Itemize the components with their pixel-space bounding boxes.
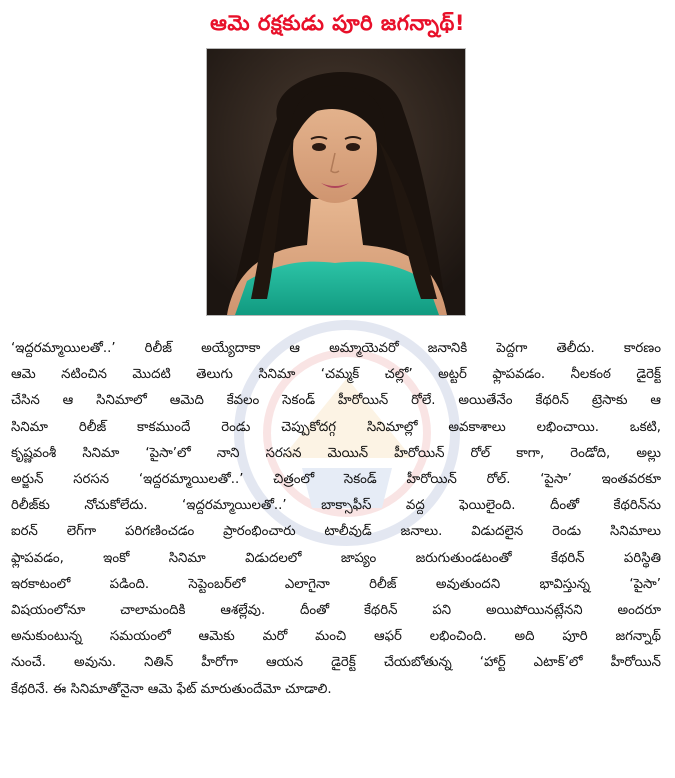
article-line: ఇరకాటంలో పడింది. సెప్టెంబర్‌లో ఎలాగైనా రిలీజ్ అవుతుందని భావిస్తున్న ‘పైసా’ (11, 576, 661, 592)
article-photo (206, 48, 466, 316)
article-body (11, 336, 661, 703)
article-line: ఆమె నటించిన మొదటి తెలుగు సినిమా ‘చమ్మక్ చల్లో’ అట్టర్ ఫ్లాపవడం. నీలకంఠ డైరెక్ట్ (11, 367, 661, 383)
article-line: అనుకుంటున్న సమయంలో ఆమెకు మరో మంచి ఆఫర్ లభించింది. అది పూరి జగన్నాథ్ (11, 629, 661, 645)
article-line: విషయంలోనూ చాలామందికి ఆశల్లేవు. దీంతో కేథరిన్ పని అయిపోయినట్లేనని అందరూ (11, 603, 661, 619)
article-headline: ఆమె రక్షకుడు పూరి జగన్నాథ్! (210, 11, 465, 35)
portrait-photo-icon (207, 49, 465, 315)
article-line: చేసిన ఆ సినిమాలో ఆమెది కేవలం సెకండ్ హీరోయిన్ రోలే. అయితేనేం కేథరిన్ ట్రెసాకు ఆ (11, 393, 661, 409)
article-line: ‘ఇద్దరమ్మాయిలతో..’ రిలీజ్ అయ్యేదాకా ఆ అమ్మాయెవరో జనానికి పెద్దగా తెలీదు. కారణం (11, 341, 661, 356)
article-line: ఐరన్ లెగ్‌గా పరిగణించడం ప్రారంభించారు టాలీవుడ్ జనాలు. విడుదలైన రెండు సినిమాలు (11, 524, 661, 540)
article-line: కృష్ణవంశీ సినిమా ‘పైసా’లో నాని సరసన మెయిన్ హీరోయిన్ రోల్ కాగా, రెండోది, అల్లు (11, 445, 661, 461)
article-line: సినిమా రిలీజ్ కాకముందే రెండు చెప్పుకోదగ్గ సినిమాల్లో అవకాశాలు లభించాయి. ఒకటి, (11, 419, 661, 435)
article-line: ఫ్లాపవడం, ఇంకో సినిమా విడుదలలో జాప్యం జరుగుతుండటంతో కేథరిన్ పరిస్థితి (11, 550, 661, 566)
article-line: నుంచే. అవును. నితిన్ హీరోగా ఆయన డైరెక్ట్ చేయబోతున్న ‘హార్ట్ ఎటాక్’లో హీరోయిన్ (11, 655, 661, 671)
article-line: అర్జున్ సరసన ‘ఇద్దరమ్మాయిలతో..’ చిత్రంలో సెకండ్ హీరోయిన్ రోల్. ‘పైసా’ ఇంతవరకూ (11, 472, 661, 488)
article-line: కేథరినే. ఈ సినిమాతోనైనా ఆమె ఫేట్ మారుతుందేమో చూడాలి. (11, 681, 332, 697)
article-line: రిలీజ్‌కు నోచుకోలేదు. ‘ఇద్దరమ్మాయిలతో..’ బాక్సాఫీస్ వద్ద ఫెయిలైంది. దీంతో కేథరిన్‌ను (11, 498, 661, 514)
